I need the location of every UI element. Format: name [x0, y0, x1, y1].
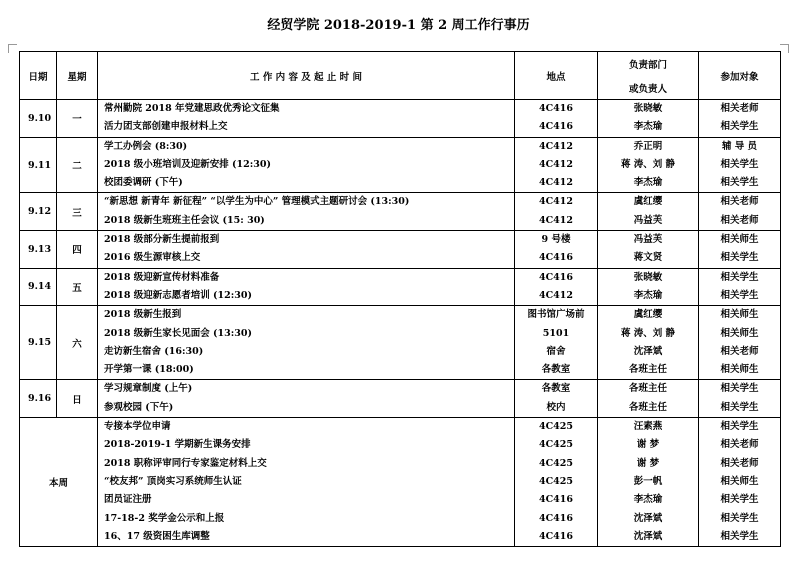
location-cell	[515, 137, 598, 193]
date-cell: 9.10	[20, 100, 57, 138]
dept-line: 张晓敏	[633, 271, 663, 283]
content-cell	[98, 268, 515, 306]
task-line: 16、17 级资困生库调整	[104, 530, 210, 542]
content-cell	[98, 100, 515, 138]
dept-line: 冯益芙	[633, 234, 663, 246]
date-cell: 9.13	[20, 231, 57, 269]
task-line: 2018 级部分新生提前报到	[104, 234, 220, 246]
content-cell	[98, 380, 515, 418]
content-cell	[98, 137, 515, 193]
location-cell	[515, 380, 598, 418]
audience-cell	[699, 193, 781, 231]
audience-cell	[699, 100, 781, 138]
location-line: 4C425	[538, 457, 573, 469]
task-line: 2016 级生源审核上交	[104, 252, 201, 264]
dept-line: 各班主任	[628, 383, 667, 395]
dept-cell	[598, 268, 699, 306]
audience-line: 相关学生	[720, 421, 759, 433]
audience-line: 相关师生	[720, 234, 759, 246]
location-line: 9 号楼	[541, 234, 571, 246]
location-line: 宿舍	[546, 345, 566, 357]
dept-line: 李杰瑜	[633, 121, 663, 133]
location-line: 4C416	[538, 252, 573, 264]
location-line: 图书馆广场前	[527, 309, 585, 321]
location-line: 4C416	[538, 494, 573, 506]
task-line: 2018 级迎新志愿者培训 (12:30)	[104, 289, 252, 301]
weekday-cell: 二	[57, 137, 98, 193]
weekday-cell: 六	[57, 306, 98, 380]
dept-cell	[598, 306, 699, 380]
page-corner-mark-right	[780, 44, 789, 53]
day-row	[20, 231, 781, 269]
audience-line: 相关师生	[720, 327, 759, 339]
dept-line: 彭一帆	[633, 475, 663, 487]
audience-line: 相关学生	[720, 158, 759, 170]
schedule-body	[20, 100, 781, 547]
header-date: 日期	[20, 52, 57, 100]
page-corner-mark-left	[8, 44, 17, 53]
day-row	[20, 268, 781, 306]
audience-line: 相关学生	[720, 530, 759, 542]
location-cell	[515, 193, 598, 231]
audience-line: 相关老师	[720, 457, 759, 469]
audience-cell	[699, 418, 781, 547]
dept-line: 乔正明	[633, 140, 663, 152]
audience-line: 相关学生	[720, 289, 759, 301]
location-line: 4C412	[538, 289, 573, 301]
audience-line: 相关学生	[720, 512, 759, 524]
day-row	[20, 380, 781, 418]
weekday-cell: 三	[57, 193, 98, 231]
task-line: 2018 级小班培训及迎新安排 (12:30)	[104, 158, 271, 170]
location-line: 4C416	[538, 512, 573, 524]
audience-cell	[699, 380, 781, 418]
task-line: 2018 职称评审同行专家鉴定材料上交	[104, 457, 267, 469]
header-weekday: 星期	[57, 52, 98, 100]
audience-line: 相关老师	[720, 345, 759, 357]
dept-cell	[598, 137, 699, 193]
header-content: 工 作 内 容 及 起 止 时 间	[98, 52, 515, 100]
day-row	[20, 418, 781, 547]
dept-cell	[598, 418, 699, 547]
location-cell	[515, 306, 598, 380]
dept-line: 蒋文贤	[633, 252, 663, 264]
location-line: 4C416	[538, 530, 573, 542]
content-cell	[98, 306, 515, 380]
location-line: 各教室	[541, 364, 571, 376]
location-line: 4C412	[538, 214, 573, 226]
task-line: 17-18-2 奖学金公示和上报	[104, 512, 225, 524]
audience-line: 相关老师	[720, 439, 759, 451]
audience-line: 相关老师	[720, 196, 759, 208]
task-line: 2018 级迎新宣传材料准备	[104, 271, 220, 283]
day-row	[20, 306, 781, 380]
location-line: 4C416	[538, 271, 573, 283]
weekday-cell: 四	[57, 231, 98, 269]
page-title: 经贸学院 2018-2019-1 第 2 周工作行事历	[267, 18, 530, 33]
task-line: 活力团支部创建申报材料上交	[104, 121, 228, 133]
location-line: 4C412	[538, 158, 573, 170]
location-line: 各教室	[541, 383, 571, 395]
location-line: 4C412	[538, 196, 573, 208]
weekday-cell: 一	[57, 100, 98, 138]
dept-line: 蒋 涛、刘 静	[620, 327, 676, 339]
task-line: 常州勤院 2018 年党建思政优秀论文征集	[104, 103, 280, 114]
audience-cell	[699, 268, 781, 306]
day-row	[20, 137, 781, 193]
dept-line: 各班主任	[628, 401, 667, 413]
dept-line: 沈泽斌	[633, 512, 663, 524]
week-label-cell: 本周	[20, 418, 98, 547]
dept-line: 谢 梦	[636, 457, 660, 469]
location-line: 4C425	[538, 439, 573, 451]
task-line: 团员证注册	[104, 494, 152, 506]
audience-cell	[699, 306, 781, 380]
task-line: 走访新生宿舍 (16:30)	[104, 345, 204, 357]
dept-line: 虞红缨	[633, 309, 663, 321]
location-line: 4C416	[538, 103, 573, 114]
task-line: 参观校园 (下午)	[104, 401, 174, 413]
dept-line: 沈泽斌	[633, 530, 663, 542]
audience-line: 相关师生	[720, 364, 759, 376]
task-line: 2018 级新生报到	[104, 309, 182, 321]
audience-line: 相关学生	[720, 401, 759, 413]
location-cell	[515, 231, 598, 269]
audience-line: 相关学生	[720, 494, 759, 506]
audience-line: 相关师生	[720, 309, 759, 321]
day-row	[20, 100, 781, 138]
dept-line: 沈泽斌	[633, 345, 663, 357]
location-line: 4C412	[538, 140, 573, 152]
content-cell	[98, 418, 515, 547]
dept-line: 谢 梦	[636, 439, 660, 451]
task-line: 2018-2019-1 学期新生课务安排	[104, 439, 251, 451]
weekday-cell: 五	[57, 268, 98, 306]
audience-line: 相关学生	[720, 271, 759, 283]
header-dept-line1: 负责部门	[628, 59, 667, 71]
dept-line: 张晓敏	[633, 103, 663, 114]
date-cell: 9.14	[20, 268, 57, 306]
audience-line: 相关学生	[720, 121, 759, 133]
content-cell	[98, 231, 515, 269]
task-line: “新思想 新青年 新征程” “以学生为中心” 管理模式主题研讨会 (13:30)	[104, 196, 410, 208]
task-line: 学习规章制度 (上午)	[104, 383, 193, 395]
audience-line: 相关师生	[720, 475, 759, 487]
task-line: 2018 级新生班班主任会议 (15: 30)	[104, 214, 265, 226]
header-location: 地点	[515, 52, 598, 100]
dept-line: 冯益芙	[633, 214, 663, 226]
dept-line: 虞红缨	[633, 196, 663, 208]
day-row	[20, 193, 781, 231]
date-cell: 9.15	[20, 306, 57, 380]
audience-line: 相关老师	[720, 214, 759, 226]
location-line: 4C412	[538, 177, 573, 189]
audience-line: 相关老师	[720, 103, 759, 114]
header-audience: 参加对象	[699, 52, 781, 100]
date-cell: 9.12	[20, 193, 57, 231]
dept-cell	[598, 193, 699, 231]
task-line: 学工办例会 (8:30)	[104, 140, 188, 152]
location-cell	[515, 100, 598, 138]
task-line: 校团委调研 (下午)	[104, 177, 183, 189]
weekday-cell: 日	[57, 380, 98, 418]
task-line: 开学第一课 (18:00)	[104, 364, 194, 376]
audience-line: 辅 导 员	[721, 140, 758, 152]
date-cell: 9.11	[20, 137, 57, 193]
dept-line: 汪素燕	[633, 421, 663, 433]
audience-cell	[699, 231, 781, 269]
header-dept	[598, 52, 699, 100]
location-cell	[515, 418, 598, 547]
date-cell: 9.16	[20, 380, 57, 418]
dept-cell	[598, 100, 699, 138]
audience-line: 相关学生	[720, 177, 759, 189]
dept-line: 各班主任	[628, 364, 667, 376]
location-line: 校内	[546, 401, 566, 413]
dept-line: 蒋 涛、刘 静	[620, 158, 676, 170]
dept-line: 李杰瑜	[633, 289, 663, 301]
header-dept-line2: 或负责人	[628, 83, 667, 95]
dept-cell	[598, 380, 699, 418]
header-row	[20, 52, 781, 100]
location-line: 4C416	[538, 121, 573, 133]
audience-line: 相关学生	[720, 252, 759, 264]
content-cell	[98, 193, 515, 231]
dept-cell	[598, 231, 699, 269]
schedule-table	[19, 51, 781, 547]
audience-cell	[699, 137, 781, 193]
task-line: 2018 级新生家长见面会 (13:30)	[104, 327, 252, 339]
location-line: 4C425	[538, 475, 573, 487]
task-line: “校友邦” 顶岗实习系统师生认证	[104, 475, 242, 487]
dept-line: 李杰瑜	[633, 494, 663, 506]
location-line: 4C425	[538, 421, 573, 433]
dept-line: 李杰瑜	[633, 177, 663, 189]
audience-line: 相关学生	[720, 383, 759, 395]
task-line: 专接本学位申请	[104, 421, 171, 433]
location-line: 5101	[542, 327, 570, 339]
location-cell	[515, 268, 598, 306]
